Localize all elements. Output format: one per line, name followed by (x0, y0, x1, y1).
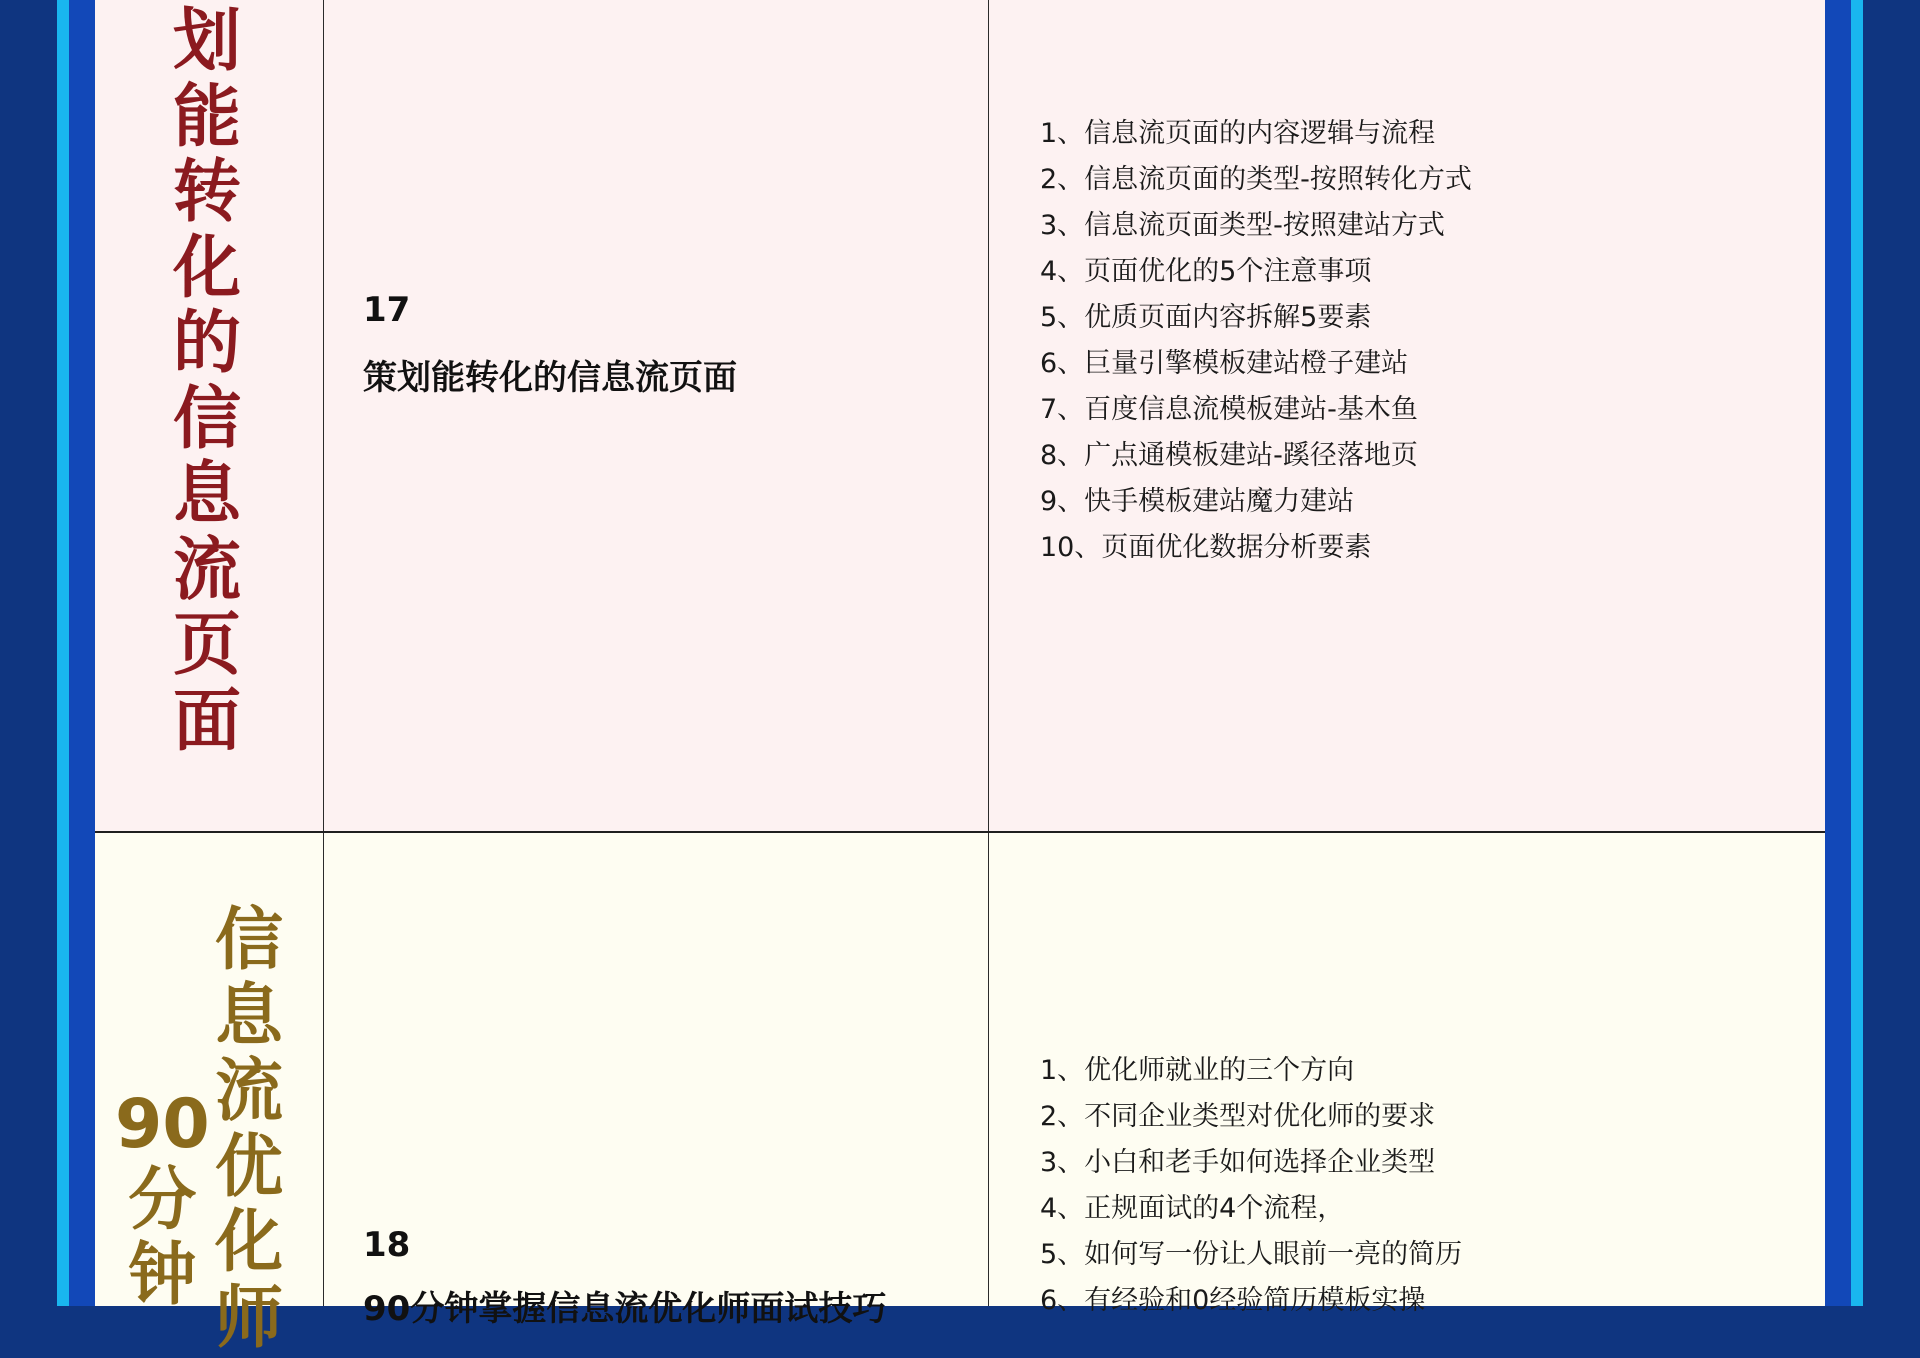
module-title-char: 的 (173, 304, 242, 383)
module-title-char: 流 (173, 530, 242, 610)
module-title-char: 师 (215, 1278, 284, 1358)
module-title-char: 优 (215, 1127, 284, 1207)
lesson-points-list (1040, 1048, 1462, 1324)
module-title-char: 化 (173, 228, 242, 308)
list-item: 7、百度信息流模板建站-基木鱼 (1040, 394, 1418, 425)
left-blue-border (69, 0, 95, 1306)
column-divider (323, 833, 324, 1306)
module-title-char: 钟 (128, 1236, 197, 1315)
right-blue-border (1825, 0, 1851, 1306)
module-title-char: 能 (173, 77, 242, 157)
column-divider (988, 0, 989, 831)
lesson-title: 90分钟掌握信息流优化师面试技巧 (363, 1289, 887, 1329)
column-divider (323, 0, 324, 831)
lesson-title: 策划能转化的信息流页面 (363, 358, 737, 398)
module-title-char: 90 (115, 1085, 210, 1164)
lesson-points-list (1040, 111, 1472, 571)
lesson-number: 17 (363, 290, 411, 330)
module-title-vertical (215, 903, 283, 1356)
module-title-char: 息 (215, 976, 284, 1056)
list-item: 1、优化师就业的三个方向 (1040, 1055, 1355, 1086)
list-item: 5、如何写一份让人眼前一亮的简历 (1040, 1239, 1463, 1270)
list-item: 8、广点通模板建站-蹊径落地页 (1040, 440, 1418, 471)
module-title-char: 页 (173, 606, 242, 685)
lesson-number: 18 (363, 1225, 411, 1265)
list-item: 5、优质页面内容拆解5要素 (1040, 302, 1372, 333)
list-item: 3、信息流页面类型-按照建站方式 (1040, 210, 1445, 241)
column-divider (988, 833, 989, 1306)
module-title-char: 转 (173, 153, 242, 232)
list-item: 3、小白和老手如何选择企业类型 (1040, 1147, 1436, 1178)
table-row (95, 833, 1825, 1358)
module-title-char: 分 (128, 1160, 197, 1240)
module-title-char: 信 (215, 901, 284, 980)
module-title-char: 化 (215, 1203, 284, 1282)
module-title-char: 划 (173, 2, 242, 81)
list-item: 4、页面优化的5个注意事项 (1040, 256, 1372, 287)
list-item: 10、页面优化数据分析要素 (1040, 532, 1372, 563)
list-item: 4、正规面试的4个流程， (1040, 1193, 1345, 1224)
module-title-char: 流 (215, 1052, 284, 1131)
module-title-vertical (173, 4, 241, 759)
curriculum-table (95, 0, 1825, 1358)
list-item: 2、信息流页面的类型-按照转化方式 (1040, 164, 1472, 195)
module-title-char: 面 (173, 681, 242, 761)
list-item: 2、不同企业类型对优化师的要求 (1040, 1101, 1436, 1132)
list-item: 9、快手模板建站魔力建站 (1040, 486, 1355, 517)
table-row (95, 0, 1825, 833)
module-title-char: 信 (173, 379, 242, 459)
list-item: 6、有经验和0经验简历模板实操 (1040, 1285, 1426, 1316)
left-cyan-border (57, 0, 69, 1306)
list-item: 6、巨量引擎模板建站橙子建站 (1040, 348, 1409, 379)
list-item: 1、信息流页面的内容逻辑与流程 (1040, 118, 1436, 149)
right-cyan-border (1851, 0, 1863, 1306)
module-title-char: 息 (173, 455, 242, 534)
module-title-vertical (115, 1087, 210, 1314)
